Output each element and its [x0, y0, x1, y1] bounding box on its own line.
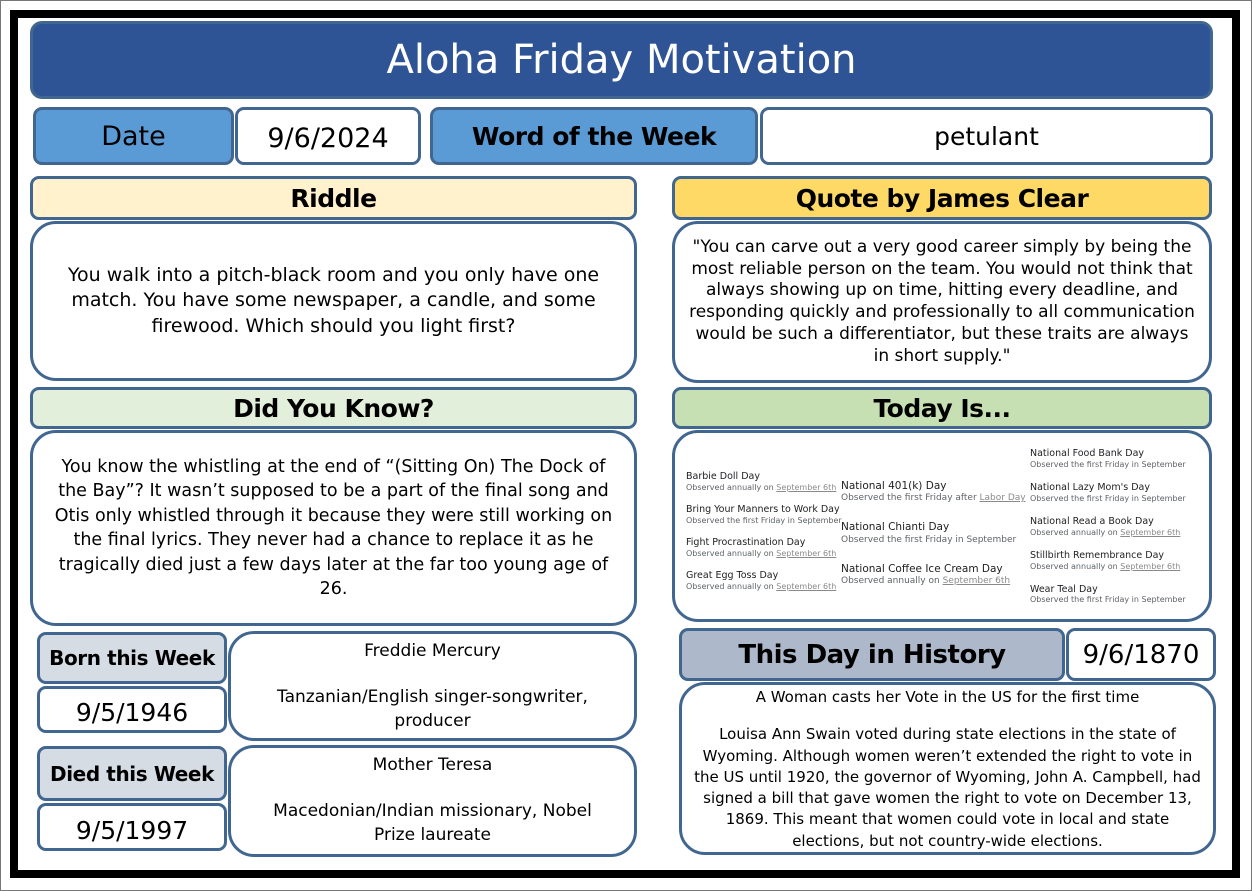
today-item-name: National Food Bank Day — [1030, 448, 1145, 459]
today-item-observed-text: Observed the first Friday in September — [1030, 595, 1186, 605]
today-item-observed-text: Observed the first Friday in September — [1030, 459, 1186, 469]
today-item-observed-text: Observed annually on — [686, 581, 777, 591]
today-item-observed-text: Observed the first Friday in September — [841, 534, 1017, 545]
today-item-observed — [1030, 460, 1186, 470]
today-item-observed — [841, 576, 1026, 587]
today-item — [1030, 482, 1186, 504]
history-header: This Day in History — [679, 628, 1065, 681]
today-item — [1030, 584, 1186, 606]
today-item-name: Wear Teal Day — [1030, 583, 1098, 595]
died-header: Died this Week — [37, 746, 227, 801]
today-item-link[interactable]: September 6th — [776, 581, 837, 591]
word-value: petulant — [760, 107, 1213, 165]
born-header: Born this Week — [37, 632, 227, 684]
today-item-observed-text: Observed annually on — [1030, 561, 1121, 571]
today-item-observed — [841, 493, 1026, 504]
today-item-observed — [1030, 494, 1186, 504]
quote-text: "You can carve out a very good career simply by being the most reliable person on the team. You would not think that always showing up on time, hitting every deadline, and responding quickly and professionally to all communication would be such a differentiator, but these traits are always in short supply." — [672, 221, 1212, 383]
today-item-observed-text: Observed the first Friday in September — [1030, 493, 1186, 503]
today-item-observed — [1030, 595, 1186, 605]
today-item — [1030, 448, 1186, 470]
today-item-link[interactable]: September 6th — [1120, 527, 1181, 537]
today-item-link[interactable]: Labor Day — [979, 493, 1026, 504]
born-date: 9/5/1946 — [37, 686, 227, 733]
today-item-observed — [686, 483, 842, 493]
did-you-know-header: Did You Know? — [30, 387, 637, 429]
today-item — [841, 563, 1026, 587]
today-item-observed-text: Observed annually on — [686, 548, 777, 558]
history-text: Louisa Ann Swain voted during state elections in the state of Wyoming. Although women weren’t extended the right to vote in the US until 1920, the governor of Wyoming, John A. Campbell, had signed a bill that gave women the right to vote on December 13, 1869. This meant that women could vote in local and state elections, but not country-wide elections. — [694, 725, 1201, 850]
today-item — [686, 537, 842, 559]
today-item-name: Fight Procrastination Day — [686, 536, 806, 548]
born-name: Freddie Mercury — [364, 641, 501, 661]
page-title: Aloha Friday Motivation — [30, 21, 1213, 99]
today-item-name: National Coffee Ice Cream Day — [841, 562, 1003, 575]
today-item-observed — [1030, 528, 1186, 538]
date-label: Date — [33, 107, 234, 165]
did-you-know-text: You know the whistling at the end of “(Sitting On) The Dock of the Bay”? It wasn’t supposed to be a part of the final song and Otis only whistled through it because they were still working on the final lyrics. They never had a chance to replace it as he tragically died just a few days later at the far too young age of 26. — [30, 430, 637, 626]
today-item — [1030, 550, 1186, 572]
died-description: Macedonian/Indian missionary, Nobel Prize laureate — [273, 800, 592, 845]
died-date: 9/5/1997 — [37, 803, 227, 851]
word-label: Word of the Week — [430, 107, 758, 165]
today-item-link[interactable]: September 6th — [776, 482, 837, 492]
today-item — [1030, 516, 1186, 538]
today-column-3 — [1030, 448, 1186, 617]
today-item-observed — [686, 549, 842, 559]
today-item-name: Bring Your Manners to Work Day — [686, 503, 840, 515]
today-item-observed-text: Observed the first Friday after — [841, 493, 980, 504]
today-item-name: Barbie Doll Day — [686, 471, 760, 482]
history-headline: A Woman casts her Vote in the US for the first time — [755, 688, 1140, 706]
today-item-link[interactable]: September 6th — [776, 548, 837, 558]
today-item — [686, 570, 842, 592]
today-item-observed-text: Observed annually on — [841, 575, 943, 586]
today-item-observed — [841, 535, 1026, 546]
today-item-observed — [686, 516, 842, 526]
today-item-name: National Lazy Mom's Day — [1030, 481, 1150, 493]
today-item-observed — [1030, 562, 1186, 572]
history-date: 9/6/1870 — [1066, 628, 1216, 681]
died-person — [228, 745, 637, 857]
today-item-link[interactable]: September 6th — [942, 575, 1011, 586]
today-item-name: National Chianti Day — [841, 521, 950, 534]
today-item-observed-text: Observed the first Friday in September — [686, 515, 842, 525]
today-item-observed-text: Observed annually on — [686, 482, 777, 492]
quote-header: Quote by James Clear — [672, 176, 1212, 220]
today-item — [686, 471, 842, 493]
today-item-name: National Read a Book Day — [1030, 515, 1154, 527]
today-is-panel — [672, 430, 1212, 622]
today-item-observed — [686, 582, 842, 592]
today-item-name: Stillbirth Remembrance Day — [1030, 549, 1165, 561]
died-name: Mother Teresa — [372, 755, 493, 775]
born-description: Tanzanian/English singer-songwriter, producer — [277, 686, 588, 731]
today-item-name: Great Egg Toss Day — [686, 569, 779, 581]
history-panel — [679, 682, 1216, 855]
today-column-2 — [841, 480, 1026, 604]
today-column-1 — [686, 471, 842, 603]
today-is-header: Today Is... — [672, 387, 1212, 429]
date-value: 9/6/2024 — [235, 107, 421, 165]
today-item-name: National 401(k) Day — [841, 480, 947, 492]
born-person — [228, 631, 637, 741]
riddle-text: You walk into a pitch-black room and you only have one match. You have some newspaper, a candle, and some firewood. Which should you light first? — [30, 221, 637, 381]
today-item — [841, 521, 1026, 545]
riddle-header: Riddle — [30, 176, 637, 220]
today-item-link[interactable]: September 6th — [1120, 561, 1181, 571]
today-item-observed-text: Observed annually on — [1030, 527, 1121, 537]
today-item — [686, 504, 842, 526]
today-item — [841, 480, 1026, 504]
